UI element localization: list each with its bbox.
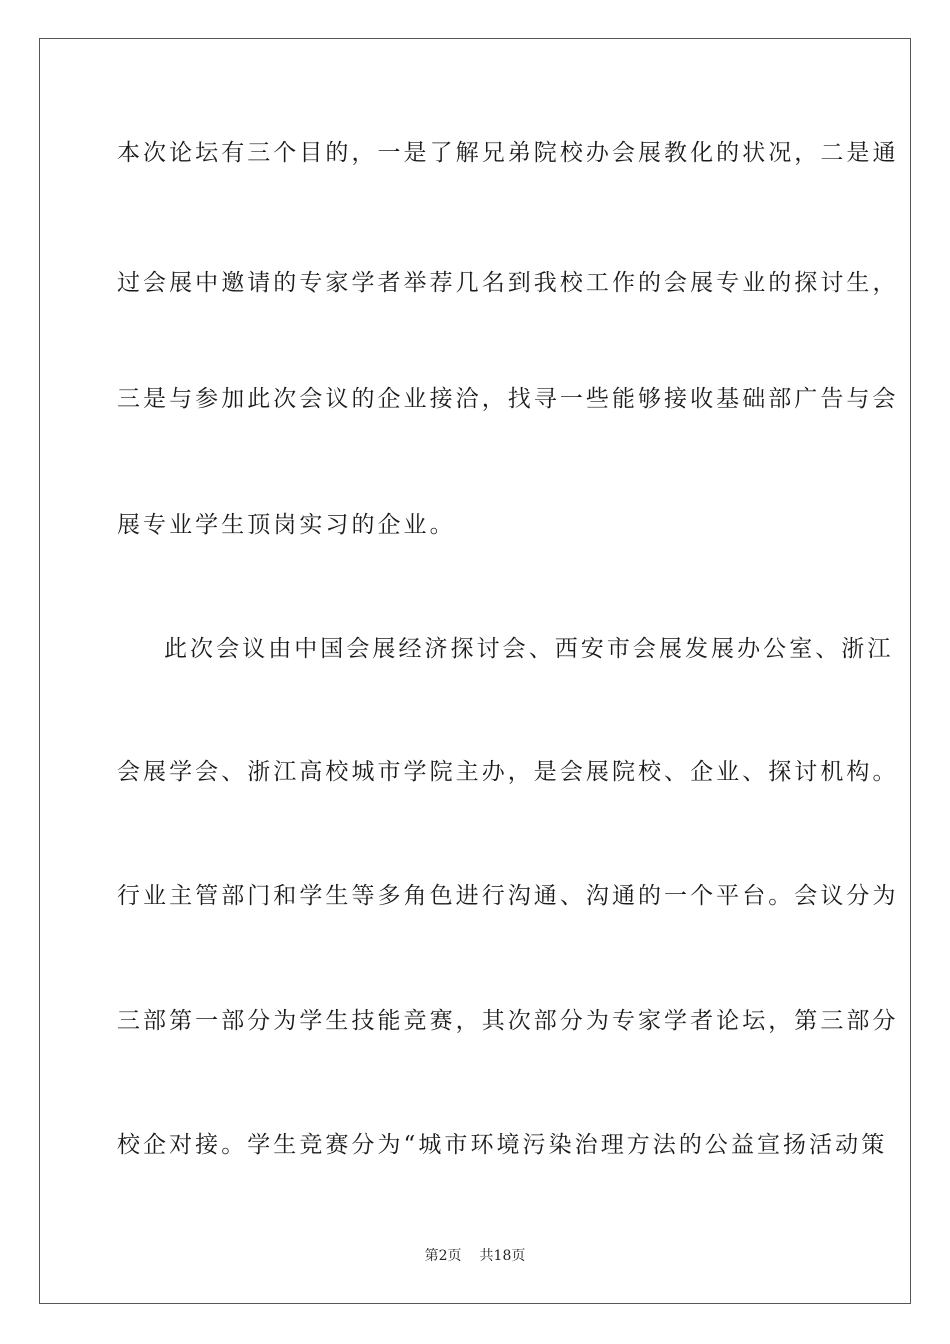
page-number: 第2页 [424, 1248, 462, 1264]
text-line-4: 展专业学生顶岗实习的企业。 [117, 512, 456, 538]
page-footer [0, 1247, 950, 1265]
text-line-2: 过会展中邀请的专家学者举荐几名到我校工作的会展专业的探讨生， [117, 270, 899, 296]
page-total: 共18页 [479, 1248, 526, 1264]
text-line-7: 行业主管部门和学生等多角色进行沟通、沟通的一个平台。会议分为 [117, 883, 899, 909]
text-line-1: 本次论坛有三个目的，一是了解兄弟院校办会展教化的状况，二是通 [117, 140, 899, 166]
text-line-5: 此次会议由中国会展经济探讨会、西安市会展发展办公室、浙江 [164, 636, 894, 662]
text-line-8: 三部第一部分为学生技能竞赛，其次部分为专家学者论坛，第三部分 [117, 1008, 899, 1034]
text-line-9: 校企对接。学生竞赛分为“城市环境污染治理方法的公益宣扬活动策 [117, 1132, 888, 1158]
page-border [39, 38, 911, 1304]
text-line-6: 会展学会、浙江高校城市学院主办，是会展院校、企业、探讨机构。 [117, 759, 899, 785]
text-line-3: 三是与参加此次会议的企业接洽，找寻一些能够接收基础部广告与会 [117, 386, 899, 412]
